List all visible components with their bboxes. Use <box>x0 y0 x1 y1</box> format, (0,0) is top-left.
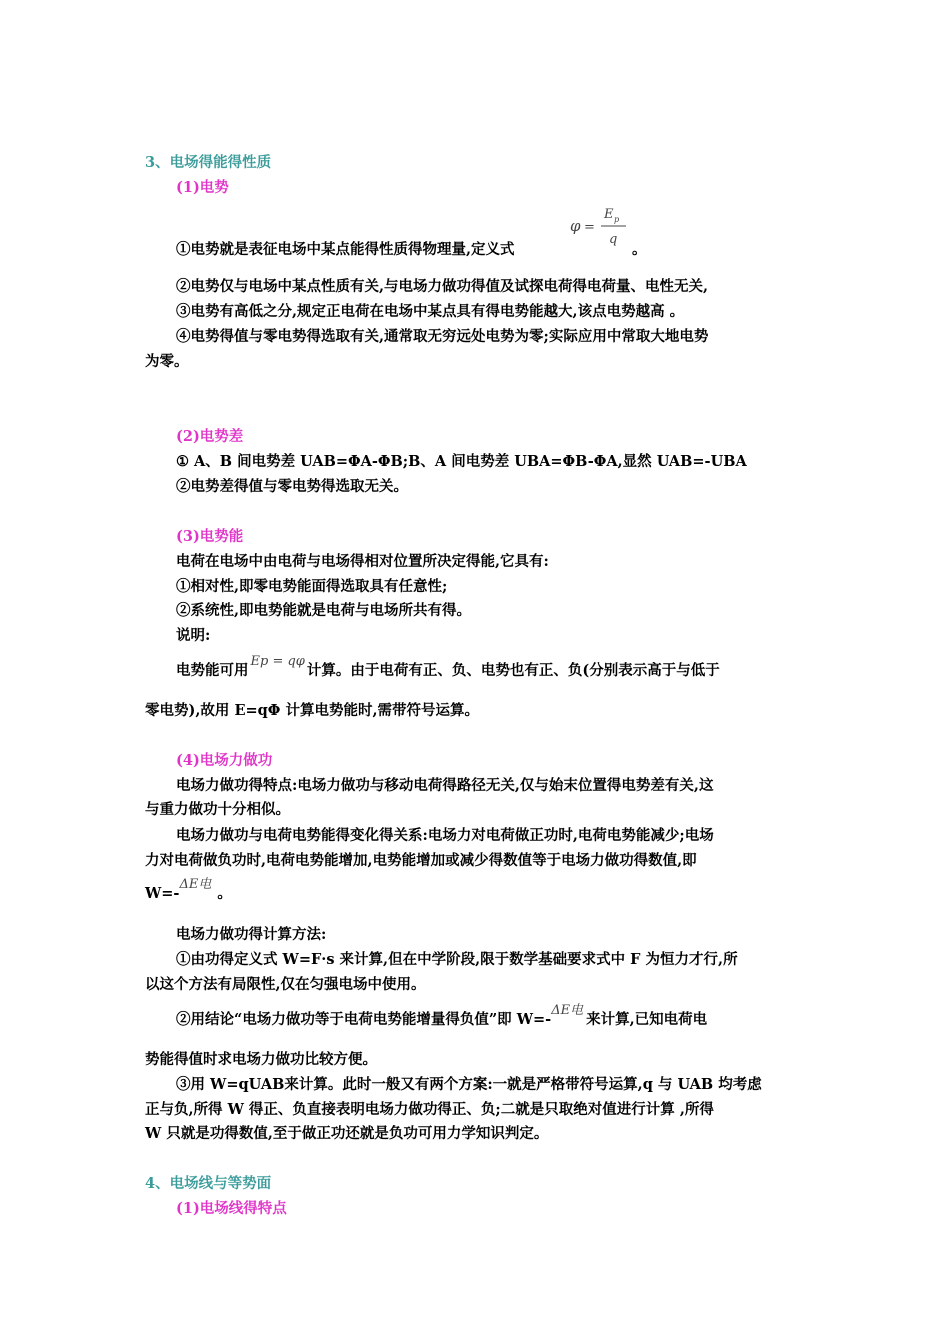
section-3-2-heading: (2)电势差 <box>176 428 244 445</box>
paragraph-3-3-1: 电荷在电场中由电荷与电场得相对位置所决定得能,它具有: <box>176 553 549 570</box>
paragraph-3-3-3: ②系统性,即电势能就是电荷与电场所共有得。 <box>176 602 472 619</box>
paragraph-3-4-6: 势能得值时求电场力做功比较方便。 <box>145 1051 377 1068</box>
paragraph-3-1-3: ③电势有高低之分,规定正电荷在电场中某点具有得电势能越大,该点电势越高 。 <box>176 303 685 320</box>
paragraph-3-4-4: ①由功得定义式 W=F·s 来计算,但在中学阶段,限于数学基础要求式中 F 为恒力才行,所 <box>176 951 738 968</box>
paragraph-3-4-5 <box>176 1003 810 1031</box>
paragraph-3-1-1-text: ①电势就是表征电场中某点能得性质得物理量,定义式 <box>176 241 515 258</box>
paragraph-3-3-5-pre: 电势能可用 <box>176 662 249 679</box>
paragraph-3-1-4: ④电势得值与零电势得选取有关,通常取无穷远处电势为零;实际应用中常取大地电势 <box>176 328 709 345</box>
paragraph-3-1-4-cont: 为零。 <box>145 353 189 370</box>
paragraph-3-4-1: 电场力做功得特点:电场力做功与移动电荷得路径无关,仅与始末位置得电势差有关,这 <box>176 777 714 794</box>
section-3-4-heading: (4)电场力做功 <box>176 752 273 769</box>
delta-energy-formula: ΔE电 <box>179 877 212 892</box>
svg-text:p: p <box>614 215 620 224</box>
paragraph-3-4-5-pre: ②用结论“电场力做功等于电荷电势能增量得负值”即 W=- <box>176 1011 552 1028</box>
svg-text:E: E <box>604 207 614 222</box>
work-energy-relation-pre: W=- <box>145 885 180 902</box>
paragraph-3-2-2: ②电势差得值与零电势得选取无关。 <box>176 478 408 495</box>
section-4-1-heading: (1)电场线得特点 <box>176 1200 287 1217</box>
paragraph-3-3-5-post: 计算。由于电荷有正、负、电势也有正、负(分别表示高于与低于 <box>306 662 720 679</box>
paragraph-3-3-4: 说明: <box>176 627 211 644</box>
paragraph-3-4-2-cont: 力对电荷做负功时,电荷电势能增加,电势能增加或减少得数值等于电场力做功得数值,即 <box>145 852 697 869</box>
delta-energy-formula-2: ΔE电 <box>551 1003 584 1018</box>
section-3-1-heading: (1)电势 <box>176 179 229 196</box>
paragraph-3-4-2: 电场力做功与电荷电势能得变化得关系:电场力对电荷做正功时,电荷电势能减少;电场 <box>176 827 714 844</box>
paragraph-3-4-2-end <box>145 877 810 905</box>
paragraph-3-1-1 <box>176 240 810 260</box>
potential-energy-formula: Ep = qφ <box>250 654 305 669</box>
paragraph-3-4-4-cont: 以这个方法有局限性,仅在匀强电场中使用。 <box>145 976 426 993</box>
work-energy-relation-end: 。 <box>217 885 232 902</box>
section-4-heading: 4、电场线与等势面 <box>145 1175 272 1192</box>
paragraph-3-4-3: 电场力做功得计算方法: <box>176 926 327 943</box>
paragraph-3-1-1-end: 。 <box>632 241 647 258</box>
svg-text:q: q <box>609 232 618 247</box>
paragraph-3-3-5 <box>176 654 810 682</box>
paragraph-3-4-7: ③用 W=qUAB来计算。此时一般又有两个方案:一就是严格带符号运算,q 与 UAB 均考虑 <box>176 1076 762 1093</box>
paragraph-3-4-7-end: W 只就是功得数值,至于做正功还就是负功可用力学知识判定。 <box>145 1125 549 1142</box>
paragraph-3-4-1-cont: 与重力做功十分相似。 <box>145 801 290 818</box>
paragraph-3-4-5-post: 来计算,已知电荷电 <box>586 1011 708 1028</box>
section-3-3-heading: (3)电势能 <box>176 528 244 545</box>
svg-text:=: = <box>584 220 595 235</box>
potential-definition-formula <box>568 201 630 251</box>
paragraph-3-3-2: ①相对性,即零电势能面得选取具有任意性; <box>176 578 448 595</box>
paragraph-3-1-2: ②电势仅与电场中某点性质有关,与电场力做功得值及试探电荷得电荷量、电性无关, <box>176 278 709 295</box>
section-3-heading: 3、电场得能得性质 <box>145 154 272 171</box>
paragraph-3-3-6: 零电势),故用 E=qΦ 计算电势能时,需带符号运算。 <box>145 702 480 719</box>
paragraph-3-4-7-cont: 正与负,所得 W 得正、负直接表明电场力做功得正、负;二就是只取绝对值进行计算 ,所得 <box>145 1101 714 1118</box>
svg-text:φ: φ <box>570 217 581 235</box>
paragraph-3-2-1: ① A、B 间电势差 UAB=ΦA-ΦB;B、A 间电势差 UBA=ΦB-ΦA,显然 UAB=-UBA <box>176 453 747 470</box>
